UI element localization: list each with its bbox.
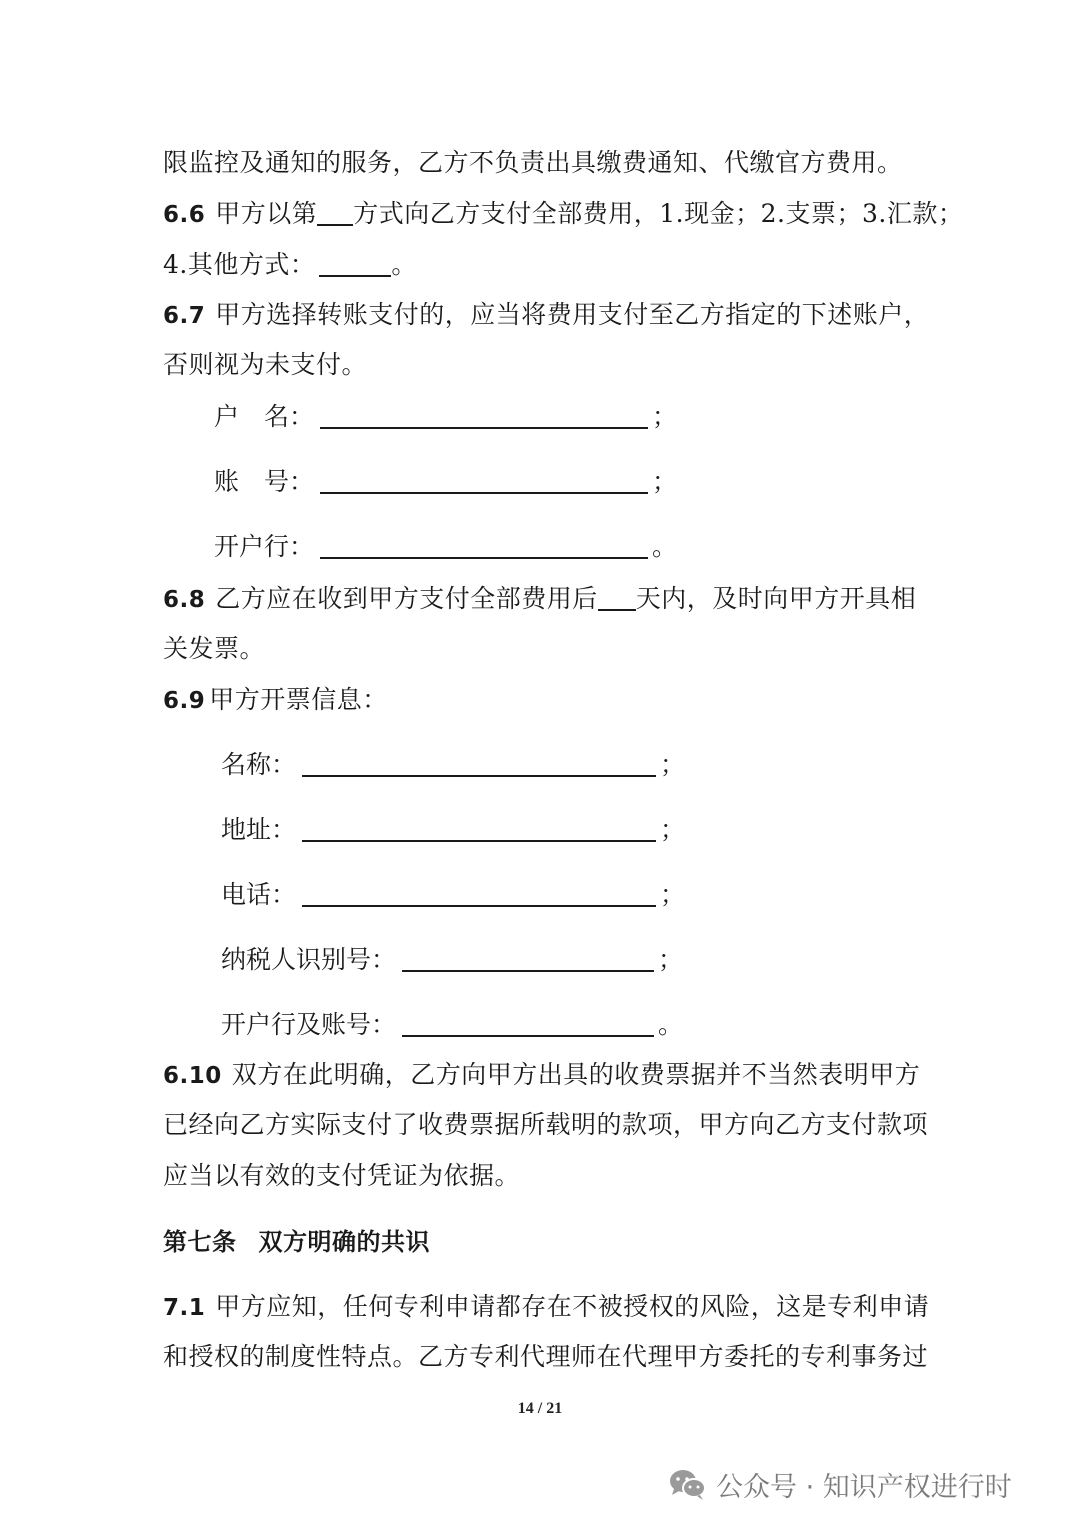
clause-6-8: 6.8 乙方应在收到甲方支付全部费用后 天内，及时向甲方开具相 — [163, 584, 917, 613]
clause-number: 6.9 — [163, 688, 206, 714]
clause-6-7: 6.7 甲方选择转账支付的，应当将费用支付至乙方指定的下述账户， — [163, 300, 930, 329]
invoice-field-address: 地址： ； — [221, 815, 686, 844]
fill-blank — [320, 531, 648, 559]
clause-number: 6.10 — [163, 1063, 222, 1089]
fill-blank — [320, 401, 648, 429]
fill-blank — [402, 944, 654, 972]
account-field-bank: 开户行： 。 — [214, 532, 678, 561]
text-line: 4.其他方式： 。 — [163, 250, 417, 279]
clause-6-6: 6.6 甲方以第 方式向乙方支付全部费用，1.现金；2.支票；3.汇款； — [163, 199, 964, 228]
fill-blank — [317, 198, 353, 226]
clause-7-1: 7.1 甲方应知，任何专利申请都存在不被授权的风险，这是专利申请 — [163, 1292, 930, 1321]
fill-blank — [598, 583, 636, 611]
fill-blank — [319, 249, 391, 277]
fill-blank — [302, 879, 656, 907]
clause-6-9: 6.9 甲方开票信息： — [163, 685, 388, 714]
watermark-text: 公众号 · 知识产权进行时 — [716, 1471, 1012, 1503]
clause-6-10: 6.10 双方在此明确，乙方向甲方出具的收费票据并不当然表明甲方 — [163, 1060, 921, 1089]
text-line: 应当以有效的支付凭证为依据。 — [163, 1161, 521, 1190]
clause-number: 6.6 — [163, 202, 206, 228]
invoice-field-phone: 电话： ； — [221, 880, 686, 909]
wechat-icon — [668, 1467, 708, 1501]
invoice-field-name: 名称： ； — [221, 750, 686, 779]
text-line: 否则视为未支付。 — [163, 350, 368, 379]
section-heading: 第七条 双方明确的共识 — [163, 1228, 430, 1256]
text-line: 已经向乙方实际支付了收费票据所载明的款项，甲方向乙方支付款项 — [163, 1110, 929, 1139]
fill-blank — [320, 466, 648, 494]
clause-number: 6.8 — [163, 587, 206, 613]
text-line: 限监控及通知的服务，乙方不负责出具缴费通知、代缴官方费用。 — [163, 148, 903, 177]
fill-blank — [302, 749, 656, 777]
account-field-number: 账 号： ； — [214, 467, 678, 496]
account-field-name: 户 名： ； — [214, 402, 678, 431]
text-line: 和授权的制度性特点。乙方专利代理师在代理甲方委托的专利事务过 — [163, 1342, 929, 1371]
invoice-field-bank-account: 开户行及账号： 。 — [221, 1010, 684, 1039]
clause-number: 7.1 — [163, 1295, 206, 1321]
page-number: 14 / 21 — [517, 1400, 563, 1417]
clause-number: 6.7 — [163, 303, 206, 329]
watermark — [668, 1464, 1012, 1504]
text-line: 关发票。 — [163, 634, 266, 663]
fill-blank — [402, 1009, 654, 1037]
invoice-field-tax-id: 纳税人识别号： ； — [221, 945, 684, 974]
fill-blank — [302, 814, 656, 842]
